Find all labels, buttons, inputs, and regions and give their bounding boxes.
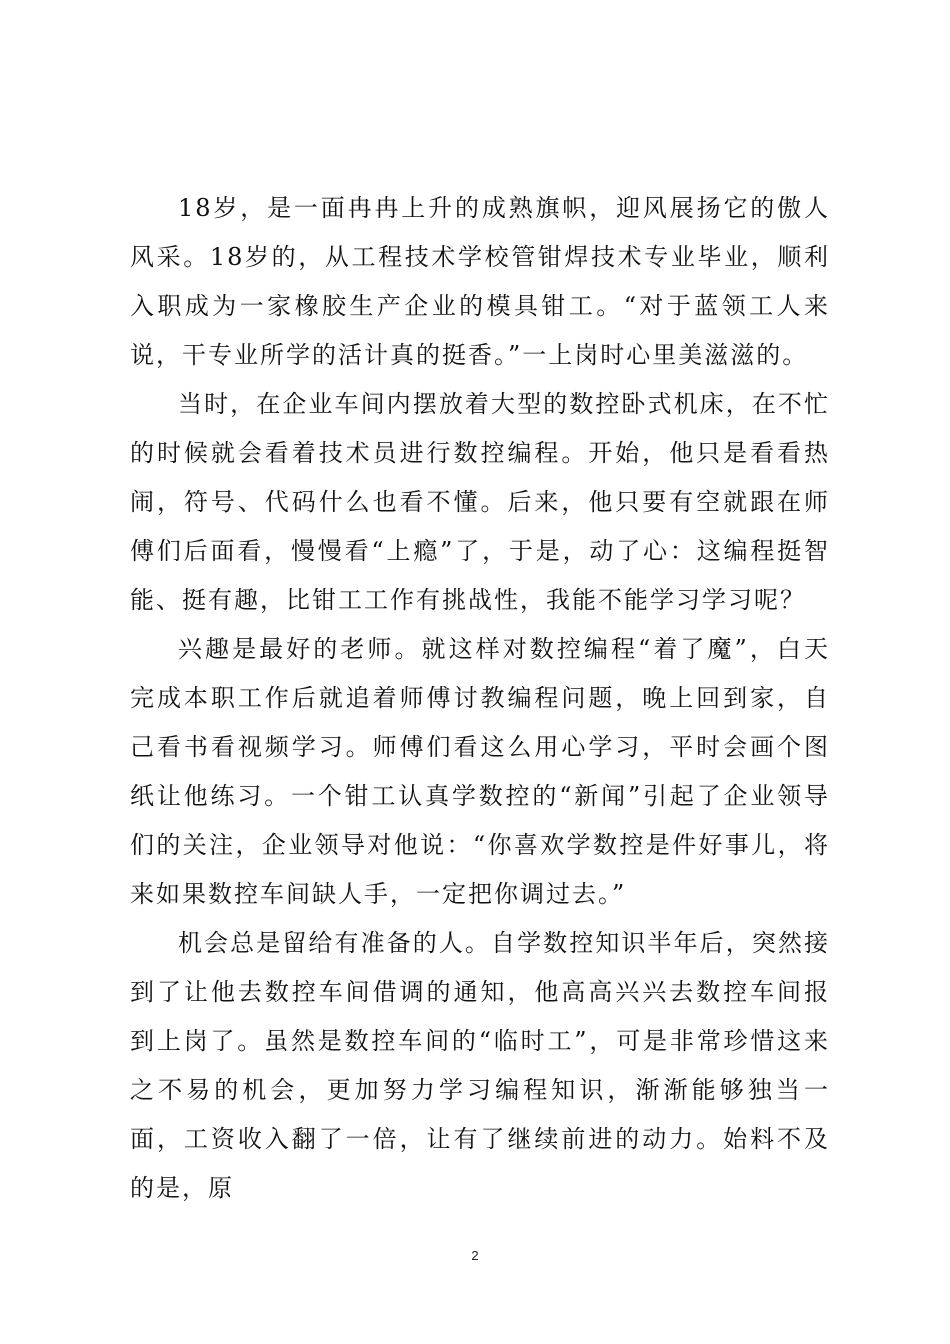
body-text <box>130 184 830 1213</box>
paragraph-4: 机会总是留给有准备的人。自学数控知识半年后，突然接到了让他去数控车间借调的通知，他高高兴兴去数控车间报到上岗了。虽然是数控车间的“临时工”，可是非常珍惜这来之不易的机会，更加努力学习编程知识，渐渐能够独当一面，工资收入翻了一倍，让有了继续前进的动力。始料不及的是，原 <box>130 929 830 1202</box>
paragraph-1: 18岁，是一面冉冉上升的成熟旗帜，迎风展扬它的傲人风采。18岁的，从工程技术学校管钳焊技术专业毕业，顺利入职成为一家橡胶生产企业的模具钳工。“对于蓝领工人来说，干专业所学的活计真的挺香。”一上岗时心里美滋滋的。 <box>130 194 830 369</box>
paragraph-3: 兴趣是最好的老师。就这样对数控编程“着了魔”，白天完成本职工作后就追着师傅讨教编程问题，晚上回到家，自己看书看视频学习。师傅们看这么用心学习，平时会画个图纸让他练习。一个钳工认真学数控的“新闻”引起了企业领导们的关注，企业领导对他说：“你喜欢学数控是件好事儿，将来如果数控车间缺人手，一定把你调过去。” <box>130 635 830 908</box>
page-number: 2 <box>471 1248 479 1263</box>
paragraph-2: 当时，在企业车间内摆放着大型的数控卧式机床，在不忙的时候就会看着技术员进行数控编程。开始，他只是看看热闹，符号、代码什么也看不懂。后来，他只要有空就跟在师傅们后面看，慢慢看“上瘾”了，于是，动了心：这编程挺智能、挺有趣，比钳工工作有挑战性，我能不能学习学习呢？ <box>130 390 830 614</box>
